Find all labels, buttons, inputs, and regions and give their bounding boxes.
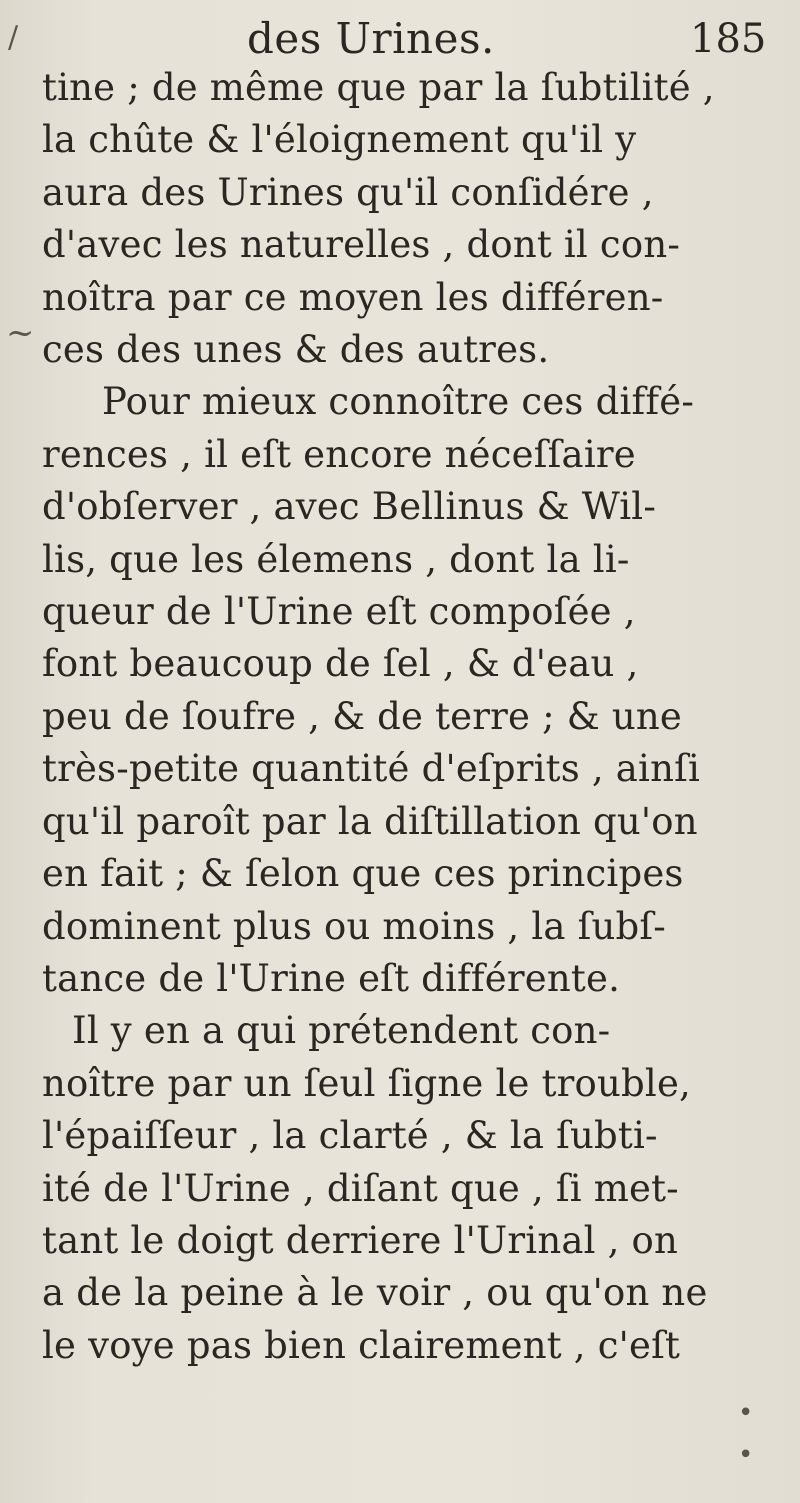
text-line: tance de l'Urine eſt différente. — [42, 956, 621, 1000]
text-line: Pour mieux connoître ces diffé- — [102, 380, 695, 424]
text-line: ces des unes & des autres. — [42, 328, 550, 372]
margin-ink-mark: • — [738, 1440, 754, 1470]
text-line: peu de ſoufre , & de terre ; & une — [42, 694, 682, 738]
text-line: font beaucoup de ſel , & d'eau , — [42, 642, 639, 686]
text-line: lis, que les élemens , dont la li- — [42, 537, 630, 581]
text-line: en fait ; & ſelon que ces principes — [42, 852, 684, 896]
text-line: qu'il paroît par la diſtillation qu'on — [42, 799, 698, 843]
text-line: très-petite quantité d'eſprits , ainſi — [42, 747, 701, 791]
text-line: tine ; de même que par la ſubtilité , — [42, 66, 715, 109]
text-line: rences , il eſt encore néceſſaire — [42, 432, 636, 476]
text-line: tant le doigt derriere l'Urinal , on — [42, 1218, 679, 1262]
text-line: l'épaiſſeur , la clarté , & la ſubti- — [42, 1114, 658, 1158]
page-number: 185 — [690, 16, 767, 62]
text-line: d'obſerver , avec Bellinus & Wil- — [42, 485, 657, 529]
running-title: des Urines. — [247, 14, 495, 63]
text-line: la chûte & l'éloignement qu'il y — [42, 118, 637, 162]
page-header — [0, 14, 800, 64]
text-line: d'avec les naturelles , dont il con- — [42, 223, 681, 267]
margin-ink-mark: • — [738, 1398, 754, 1428]
text-line: le voye pas bien clairement , c'eſt — [42, 1323, 681, 1367]
body-text — [42, 62, 782, 1372]
text-line: dominent plus ou moins , la ſubſ- — [42, 904, 666, 948]
text-line: ité de l'Urine , diſant que , ſi met- — [42, 1166, 679, 1210]
margin-slash-mark: / — [8, 20, 19, 55]
text-line: noîtra par ce moyen les différen- — [42, 275, 664, 319]
text-line: aura des Urines qu'il conſidére , — [42, 170, 654, 214]
text-line: queur de l'Urine eſt compoſée , — [42, 590, 636, 634]
margin-tilde-mark: ~ — [6, 313, 35, 353]
text-line: Il y en a qui prétendent con- — [72, 1009, 611, 1053]
text-line: a de la peine à le voir , ou qu'on ne — [42, 1271, 708, 1315]
text-line: noître par un ſeul ſigne le trouble, — [42, 1061, 692, 1105]
